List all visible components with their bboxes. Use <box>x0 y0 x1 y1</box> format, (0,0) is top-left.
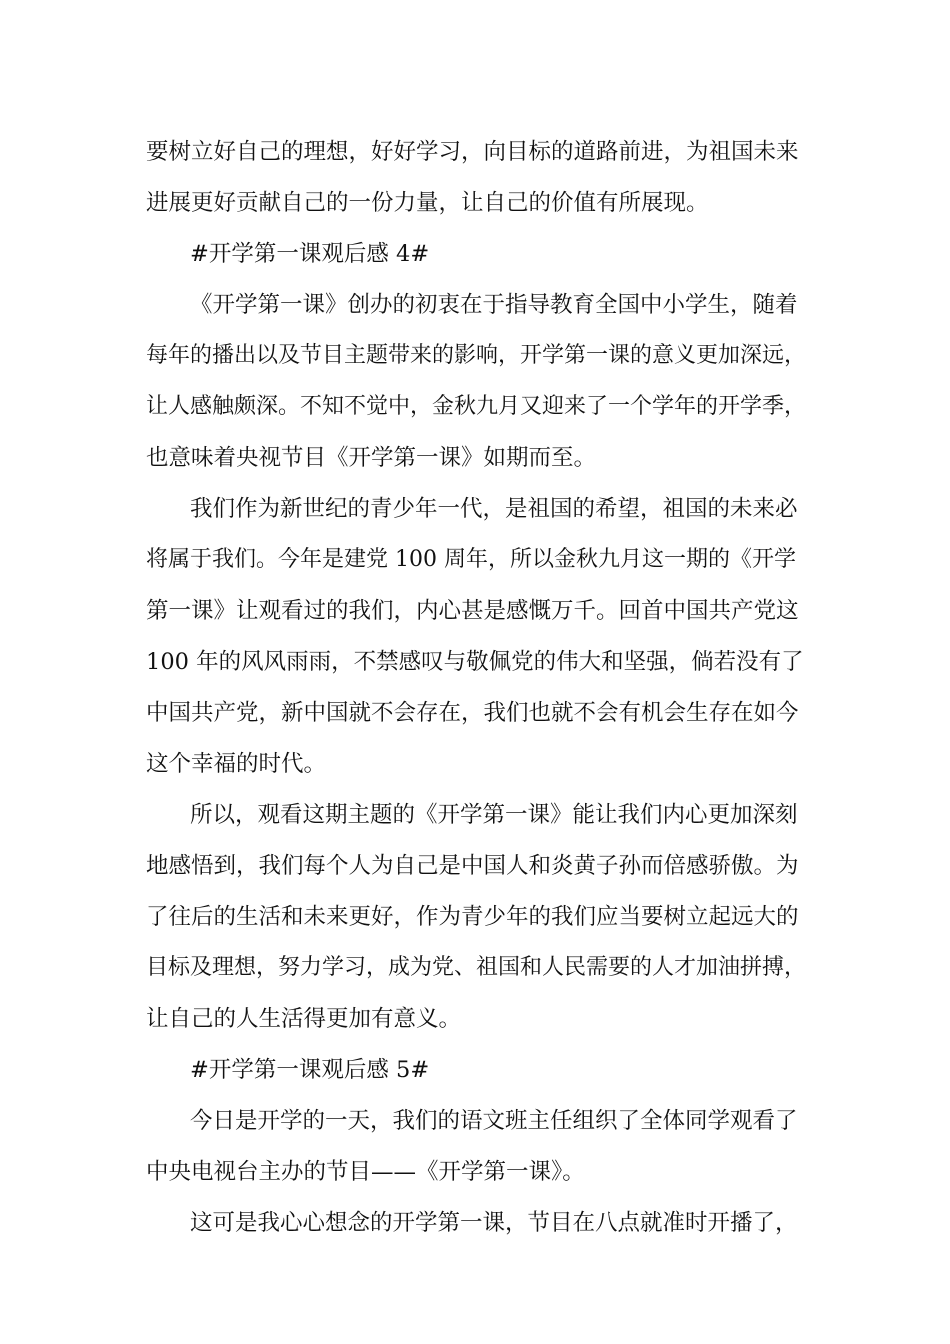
paragraph-first-line: 今日是开学的一天，我们的语文班主任组织了全体同学观看了 <box>190 1108 798 1134</box>
text-line: 中央电视台主办的节目——《开学第一课》。 <box>146 1159 585 1185</box>
paragraph-first-line: 所以，观看这期主题的《开学第一课》能让我们内心更加深刻 <box>190 802 798 828</box>
text-line: 100 年的风风雨雨，不禁感叹与敬佩党的伟大和坚强，倘若没有了 <box>146 649 804 675</box>
text-line: 进展更好贡献自己的一份力量，让自己的价值有所展现。 <box>146 190 709 216</box>
section-heading: #开学第一课观后感 4# <box>190 241 430 267</box>
text-line: 要树立好自己的理想，好好学习，向目标的道路前进，为祖国未来 <box>146 139 799 165</box>
text-line: 中国共产党，新中国就不会存在，我们也就不会有机会生存在如今 <box>146 700 799 726</box>
paragraph-first-line: 《开学第一课》创办的初衷在于指导教育全国中小学生，随着 <box>190 292 798 318</box>
text-line: 这个幸福的时代。 <box>146 751 327 777</box>
paragraph-first-line: 我们作为新世纪的青少年一代，是祖国的希望，祖国的未来必 <box>190 496 798 522</box>
text-line: 了往后的生活和未来更好，作为青少年的我们应当要树立起远大的 <box>146 904 799 930</box>
text-line: 让人感触颇深。不知不觉中，金秋九月又迎来了一个学年的开学季， <box>146 394 807 419</box>
text-line: 让自己的人生活得更加有意义。 <box>146 1006 462 1032</box>
text-line: 目标及理想，努力学习，成为党、祖国和人民需要的人才加油拼搏， <box>146 955 807 980</box>
paragraph-first-line: 这可是我心心想念的开学第一课，节目在八点就准时开播了， <box>190 1210 798 1236</box>
text-line: 地感悟到，我们每个人为自己是中国人和炎黄子孙而倍感骄傲。为 <box>146 853 799 879</box>
text-line: 第一课》让观看过的我们，内心甚是感慨万千。回首中国共产党这 <box>146 598 799 624</box>
section-heading: #开学第一课观后感 5# <box>190 1057 430 1083</box>
text-line: 也意味着央视节目《开学第一课》如期而至。 <box>146 445 597 471</box>
text-line: 将属于我们。今年是建党 100 周年，所以金秋九月这一期的《开学 <box>146 547 796 572</box>
text-line: 每年的播出以及节目主题带来的影响，开学第一课的意义更加深远， <box>146 343 807 368</box>
